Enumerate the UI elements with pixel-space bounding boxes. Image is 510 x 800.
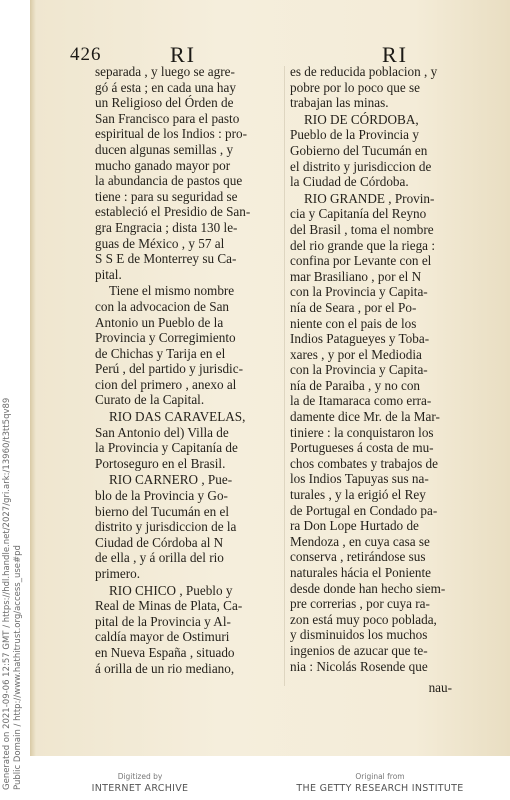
text-line: tiniere : la conquistaron los — [290, 424, 434, 440]
text-line: Provincia y Corregimiento — [95, 330, 236, 346]
text-line: y disminuidos los muchos — [290, 627, 428, 643]
text-line: ra Don Lope Hurtado de — [290, 518, 419, 534]
right-running-head: RI — [382, 42, 408, 67]
text-line: Gobierno del Tucumán en — [290, 142, 428, 158]
text-line: bierno del Tucumán en el — [95, 503, 230, 519]
text-line: pital. — [95, 266, 122, 282]
text-line: trabajan las minas. — [290, 95, 389, 111]
text-line: mar Brasiliano , por el N — [290, 268, 422, 284]
text-line: separada , y luego se agre- — [95, 64, 235, 79]
text-line: mucho ganado mayor por — [95, 157, 231, 173]
text-line: pital de la Provincia y Al- — [95, 613, 231, 629]
getty-institute-label: THE GETTY RESEARCH INSTITUTE — [296, 783, 464, 794]
original-from-label: Original from — [355, 772, 405, 781]
text-line: Perú , del partido y jurisdic- — [95, 361, 243, 377]
generated-note: Generated on 2021-09-06 12:57 GMT / https://hdl.handle.net/2027/gri.ark:/13960/t3tt5qv89 — [2, 397, 12, 790]
text-line: Ciudad de Córdoba al N — [95, 534, 224, 550]
text-line: xares , y por el Mediodia — [290, 346, 422, 362]
original-from-credit — [290, 772, 470, 794]
text-line: con la Provincia y Capita- — [290, 284, 428, 300]
text-line: los Indios Tapuyas sus na- — [290, 471, 429, 487]
text-line: San Francisco para el pasto — [95, 110, 240, 126]
text-line: Mendoza , en cuya casa se — [290, 533, 430, 549]
text-line: la de Itamaraca como erra- — [290, 393, 432, 409]
text-line: primero. — [95, 566, 141, 581]
text-line: tiene : para su seguridad se — [95, 188, 238, 204]
text-line: RIO GRANDE , Provin- — [304, 190, 435, 206]
internet-archive-label: INTERNET ARCHIVE — [91, 783, 189, 794]
text-line: cion del primero , anexo al — [95, 376, 237, 392]
text-line: Antonio un Pueblo de la — [95, 314, 224, 330]
text-line: gó á esta ; en cada una hay — [95, 79, 236, 95]
text-line: desde donde han hecho siem- — [290, 580, 446, 596]
text-line: blo de la Provincia y Go- — [95, 488, 228, 504]
text-line: Real de Minas de Plata, Ca- — [95, 598, 243, 614]
text-line: San Antonio del) Villa de — [95, 424, 229, 440]
provenance-sidebar — [2, 397, 26, 790]
digitized-by-credit — [80, 772, 200, 794]
text-line: confina por Levante con el — [290, 253, 432, 269]
text-line: ducen algunas semillas , y — [95, 141, 234, 157]
text-line: nía de Paraiba , y no con — [290, 377, 421, 393]
page-spine-shadow — [30, 0, 36, 756]
text-line: nía de Seara , por el Po- — [290, 299, 417, 315]
text-line: es de reducida poblacion , y — [290, 64, 438, 79]
catchword: nau- — [428, 680, 452, 695]
left-running-head: RI — [170, 42, 196, 67]
text-line: cia y Capitanía del Reyno — [290, 206, 427, 222]
text-line: S S E de Monterrey su Ca- — [95, 251, 237, 267]
text-line: zon está muy poco poblada, — [290, 611, 437, 627]
text-line: guas de México , y 57 al — [95, 235, 225, 251]
text-line: Curato de la Capital. — [95, 392, 205, 408]
text-line: un Religioso del Órden de — [95, 95, 234, 111]
page-number: 426 — [70, 44, 102, 65]
rights-note: Public Domain / http://www.hathitrust.org/access_use#pd — [13, 545, 23, 790]
text-line: pobre por lo poco que se — [290, 79, 421, 95]
text-line: conserva , retirándose sus — [290, 549, 426, 565]
text-line: del Brasil , toma el nombre — [290, 221, 434, 237]
text-line: RIO DE CÓRDOBA, — [304, 111, 419, 127]
text-line: en Nueva España , situado — [95, 644, 235, 660]
text-line: chos combates y trabajos de — [290, 455, 438, 471]
text-line: Tiene el mismo nombre — [109, 283, 235, 299]
text-line: á orilla de un rio mediano, — [95, 660, 235, 676]
text-line: Pueblo de la Provincia y — [290, 127, 419, 143]
text-line: de ella , y á orilla del rio — [95, 550, 224, 566]
text-line: la abundancia de pastos que — [95, 173, 243, 189]
column-divider — [284, 66, 285, 686]
text-line: naturales hácia el Poniente — [290, 565, 431, 580]
text-line: estableció el Presidio de San- — [95, 204, 251, 220]
text-line: ingenios de azucar que te- — [290, 642, 428, 658]
text-line: distrito y jurisdiccion de la — [95, 519, 237, 535]
text-line: la Ciudad de Córdoba. — [290, 174, 409, 190]
text-line: RIO CHICO , Pueblo y — [109, 582, 233, 598]
text-line: RIO DAS CARAVELAS, — [109, 409, 246, 425]
text-line: caldía mayor de Ostimuri — [95, 629, 230, 645]
text-line: del rio grande que la riega : — [290, 237, 435, 253]
text-line: niente con el pais de los — [290, 315, 417, 331]
text-line: el distrito y jurisdiccion de — [290, 158, 432, 174]
page-footer — [0, 772, 510, 800]
text-line: con la Provincia y Capita- — [290, 362, 428, 378]
text-line: con la advocacion de San — [95, 298, 230, 314]
text-line: Portoseguro en el Brasil. — [95, 455, 226, 471]
text-line: pre correrias , por cuya ra- — [290, 596, 430, 612]
text-line: de Chichas y Tarija en el — [95, 345, 226, 361]
right-column — [290, 64, 472, 674]
left-column — [95, 64, 280, 676]
text-line: la Provincia y Capitanía de — [95, 440, 238, 456]
text-line: espiritual de los Indios : pro- — [95, 126, 247, 142]
digitized-by-label: Digitized by — [117, 772, 163, 781]
text-line: de Portugal en Condado pa- — [290, 502, 438, 518]
text-line: Portugueses á costa de mu- — [290, 440, 434, 456]
text-line: RIO CARNERO , Pue- — [109, 472, 233, 488]
text-line: Indios Patagueyes y Toba- — [290, 331, 430, 347]
text-line: turales , y la erigió el Rey — [290, 487, 426, 503]
text-line: damente dice Mr. de la Mar- — [290, 409, 440, 425]
text-line: gra Engracia ; dista 130 le- — [95, 219, 238, 235]
text-line: nia : Nicolás Rosende que — [290, 658, 428, 674]
